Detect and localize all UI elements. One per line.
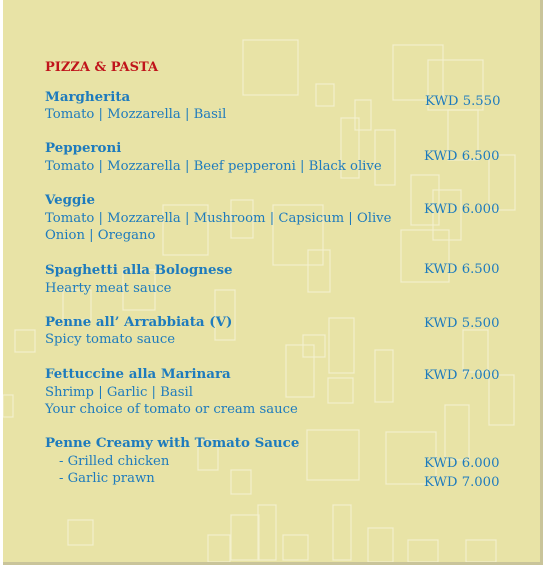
dish-option: - Garlic prawn xyxy=(59,471,155,486)
dish-description: Shrimp | Garlic | Basil xyxy=(45,385,193,400)
dish-description: Spicy tomato sauce xyxy=(45,332,176,347)
dish-name-penne-arrabbiata: Penne all’ Arrabbiata (V) xyxy=(45,314,233,330)
dish-name-veggie: Veggie xyxy=(45,192,96,208)
dish-description: Tomato | Mozzarella | Mushroom | Capsicum | Olive xyxy=(45,211,392,226)
dish-name-fettuccine-marinara: Fettuccine alla Marinara xyxy=(45,366,231,382)
dish-name-margherita: Margherita xyxy=(45,89,131,105)
dish-price: KWD 5.550 xyxy=(425,94,501,109)
menu-page xyxy=(3,0,543,565)
dish-description: Tomato | Mozzarella | Beef pepperoni | Black olive xyxy=(45,159,382,174)
dish-price: KWD 6.000 xyxy=(424,456,500,471)
dish-price: KWD 7.000 xyxy=(424,475,500,490)
section-title: PIZZA & PASTA xyxy=(45,60,159,75)
dish-price: KWD 7.000 xyxy=(424,368,500,383)
dish-price: KWD 6.500 xyxy=(424,262,500,277)
dish-description: Tomato | Mozzarella | Basil xyxy=(45,107,227,122)
dish-price: KWD 6.000 xyxy=(424,202,500,217)
dish-name-pepperoni: Pepperoni xyxy=(45,140,122,156)
dish-description: Hearty meat sauce xyxy=(45,281,172,296)
dish-description: Your choice of tomato or cream sauce xyxy=(45,402,298,417)
dish-price: KWD 5.500 xyxy=(424,316,500,331)
dish-name-penne-creamy-tomato: Penne Creamy with Tomato Sauce xyxy=(45,435,300,451)
dish-description: Onion | Oregano xyxy=(45,228,156,243)
dish-option: - Grilled chicken xyxy=(59,454,170,469)
dish-name-spaghetti-bolognese: Spaghetti alla Bolognese xyxy=(45,262,233,278)
dish-price: KWD 6.500 xyxy=(424,149,500,164)
